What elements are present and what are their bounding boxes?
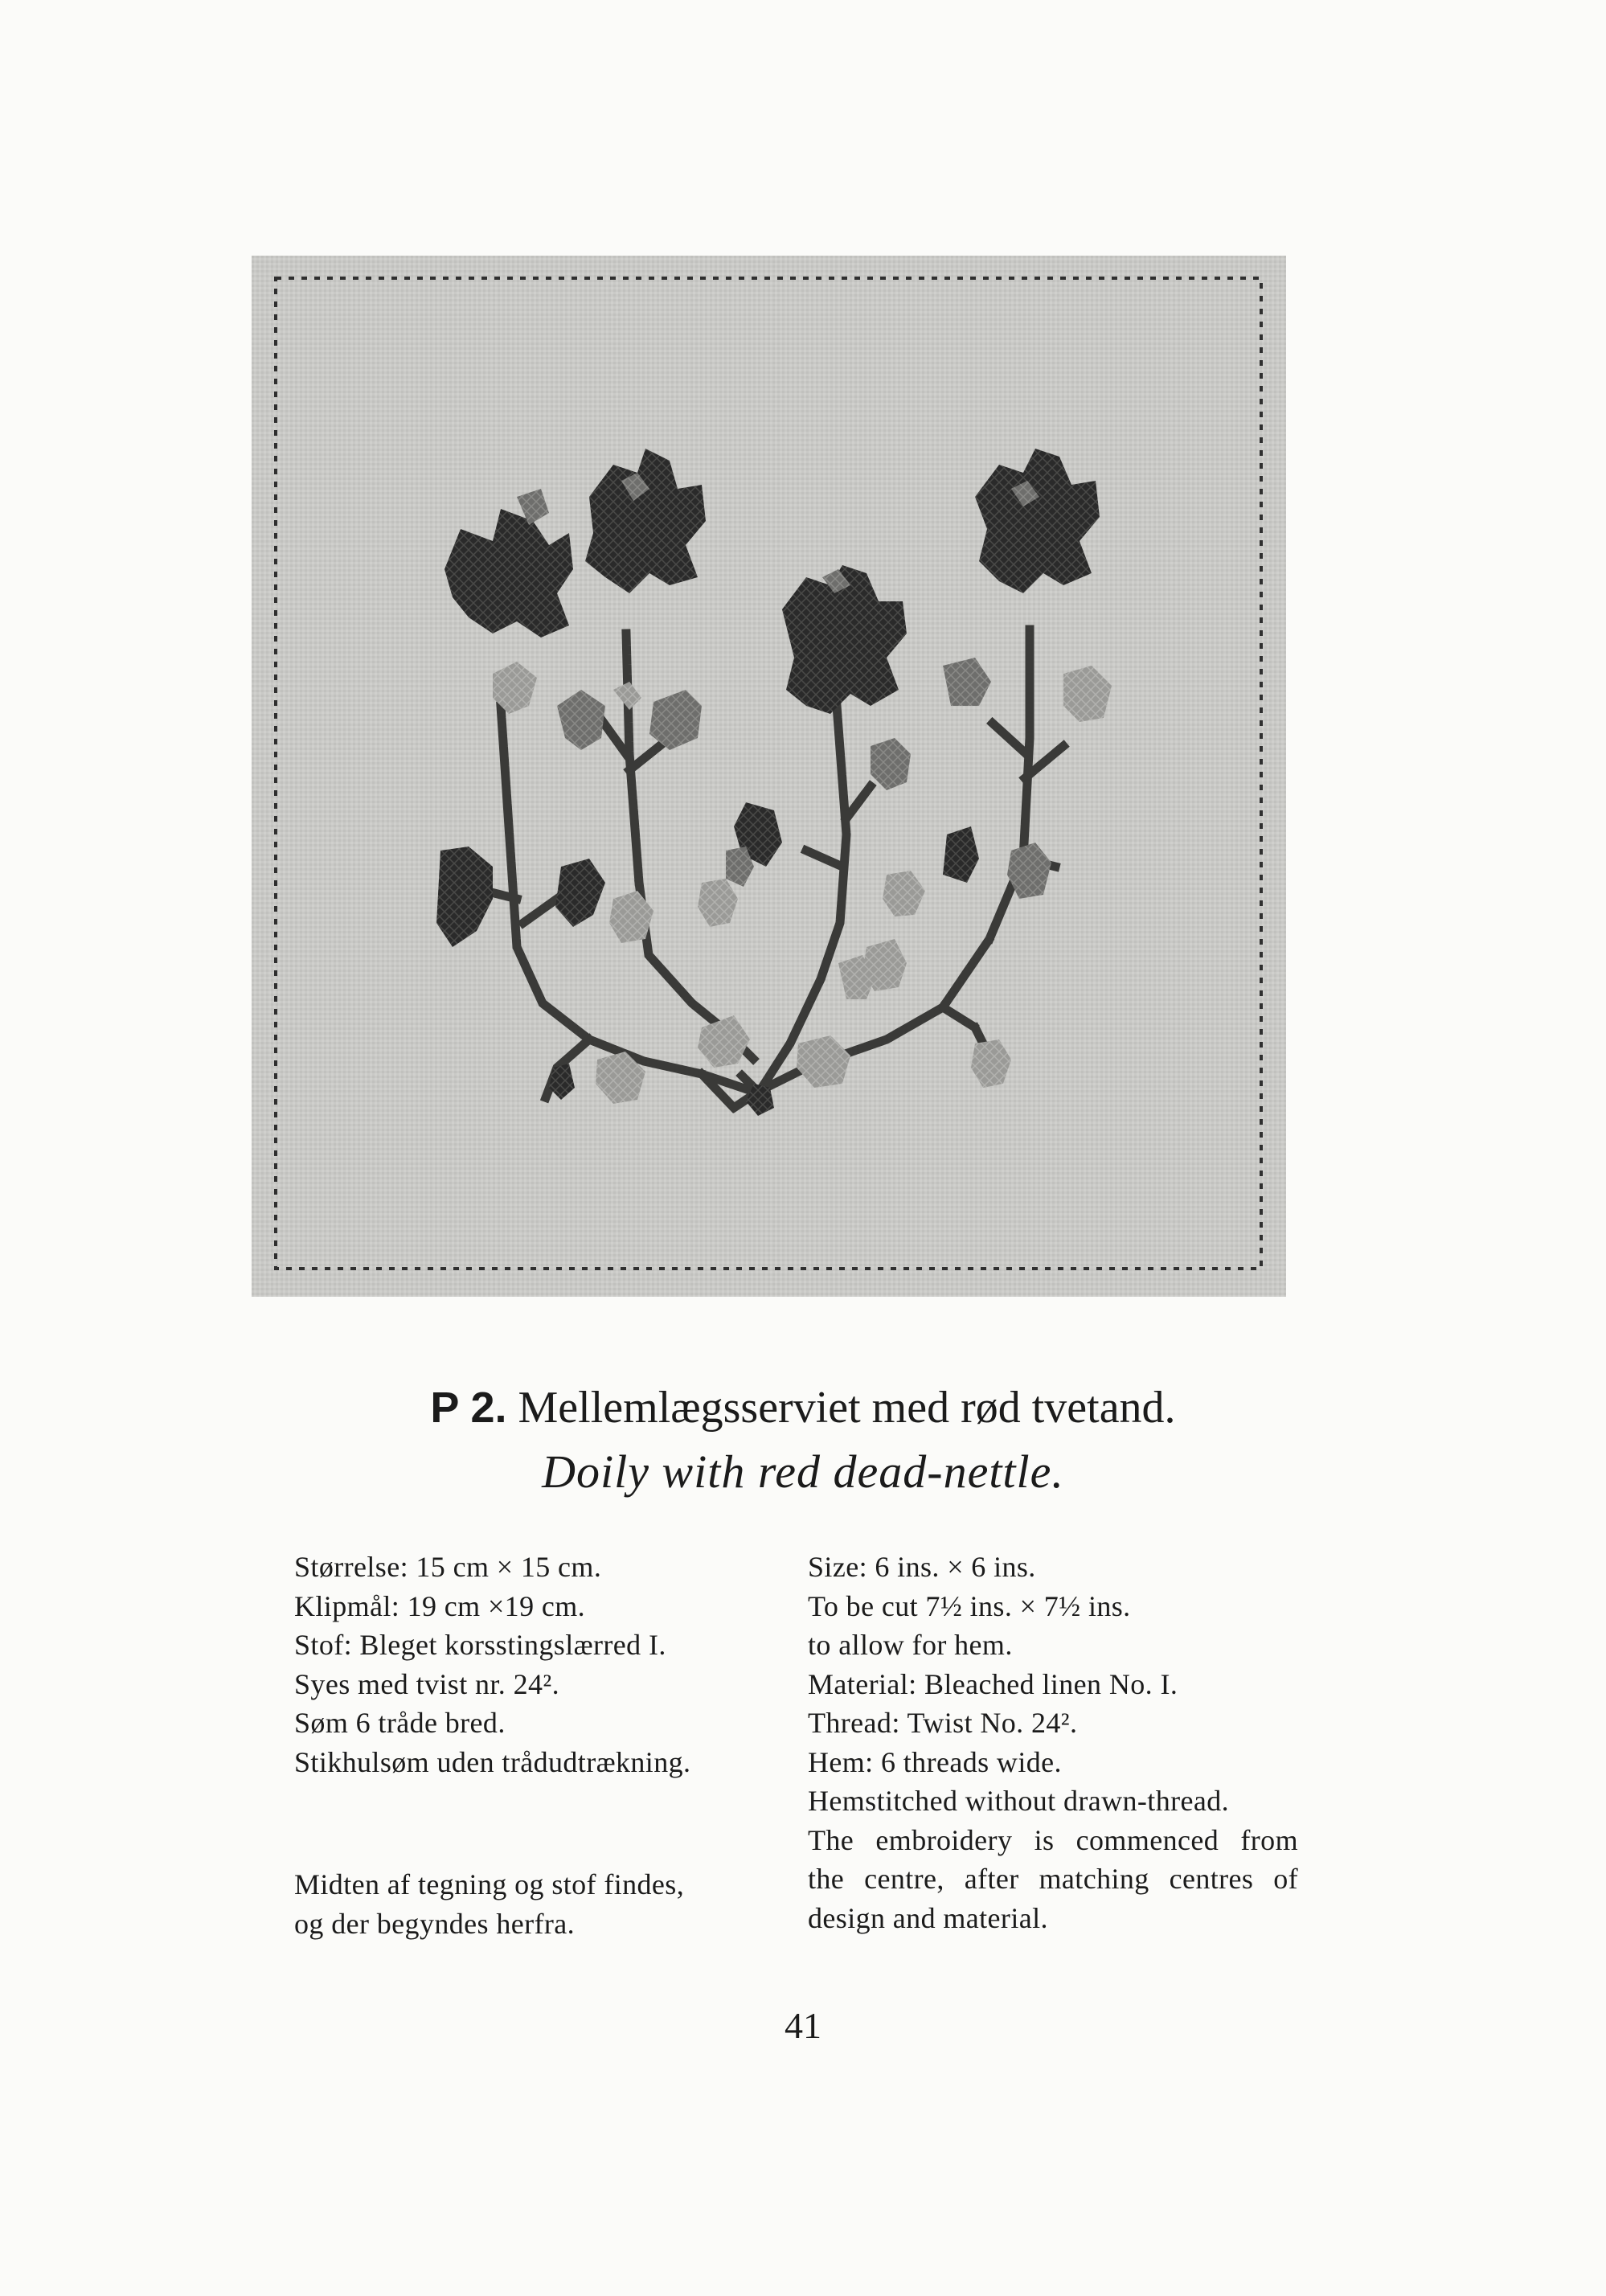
danish-centre-note-line-1: Midten af tegning og stof findes, <box>294 1868 685 1900</box>
doily-photograph <box>252 256 1286 1297</box>
english-size: Size: 6 ins. × 6 ins. <box>808 1551 1036 1583</box>
danish-cut-size: Klipmål: 19 cm ×19 cm. <box>294 1589 586 1622</box>
english-centre-line-2: the centre, after matching centres of <box>808 1863 1298 1895</box>
english-thread: Thread: Twist No. 24². <box>808 1707 1078 1739</box>
english-centre-line-1: The embroidery is commenced from <box>808 1823 1298 1856</box>
english-material: Material: Bleached linen No. I. <box>808 1667 1178 1700</box>
danish-size: Størrelse: 15 cm × 15 cm. <box>294 1551 602 1583</box>
english-centre-line-3: design and material. <box>808 1901 1048 1934</box>
danish-hem: Søm 6 tråde bred. <box>294 1707 506 1739</box>
danish-centre-note-line-2: og der begyndes herfra. <box>294 1907 576 1940</box>
page-number: 41 <box>785 2005 821 2046</box>
danish-centre-note <box>294 1865 744 1943</box>
danish-thread: Syes med tvist nr. 24². <box>294 1667 560 1700</box>
english-title: Doily with red dead-nettle. <box>542 1445 1064 1498</box>
pattern-code: P 2. <box>430 1384 507 1432</box>
caption-danish-title <box>0 1382 1606 1433</box>
danish-hemstitch: Stikhulsøm uden trådudtrækning. <box>294 1745 691 1778</box>
english-instructions <box>808 1548 1298 1937</box>
danish-title: Mellemlægsserviet med rød tvetand. <box>518 1383 1176 1433</box>
english-hem: Hem: 6 threads wide. <box>808 1745 1062 1778</box>
english-hem-allowance: to allow for hem. <box>808 1629 1013 1661</box>
english-hemstitch: Hemstitched without drawn-thread. <box>808 1785 1230 1817</box>
danish-instructions <box>294 1548 744 1781</box>
english-cut-size: To be cut 7½ ins. × 7½ ins. <box>808 1589 1131 1622</box>
linen-fabric <box>252 256 1286 1297</box>
danish-material: Stof: Bleget korsstingslærred I. <box>294 1629 666 1661</box>
